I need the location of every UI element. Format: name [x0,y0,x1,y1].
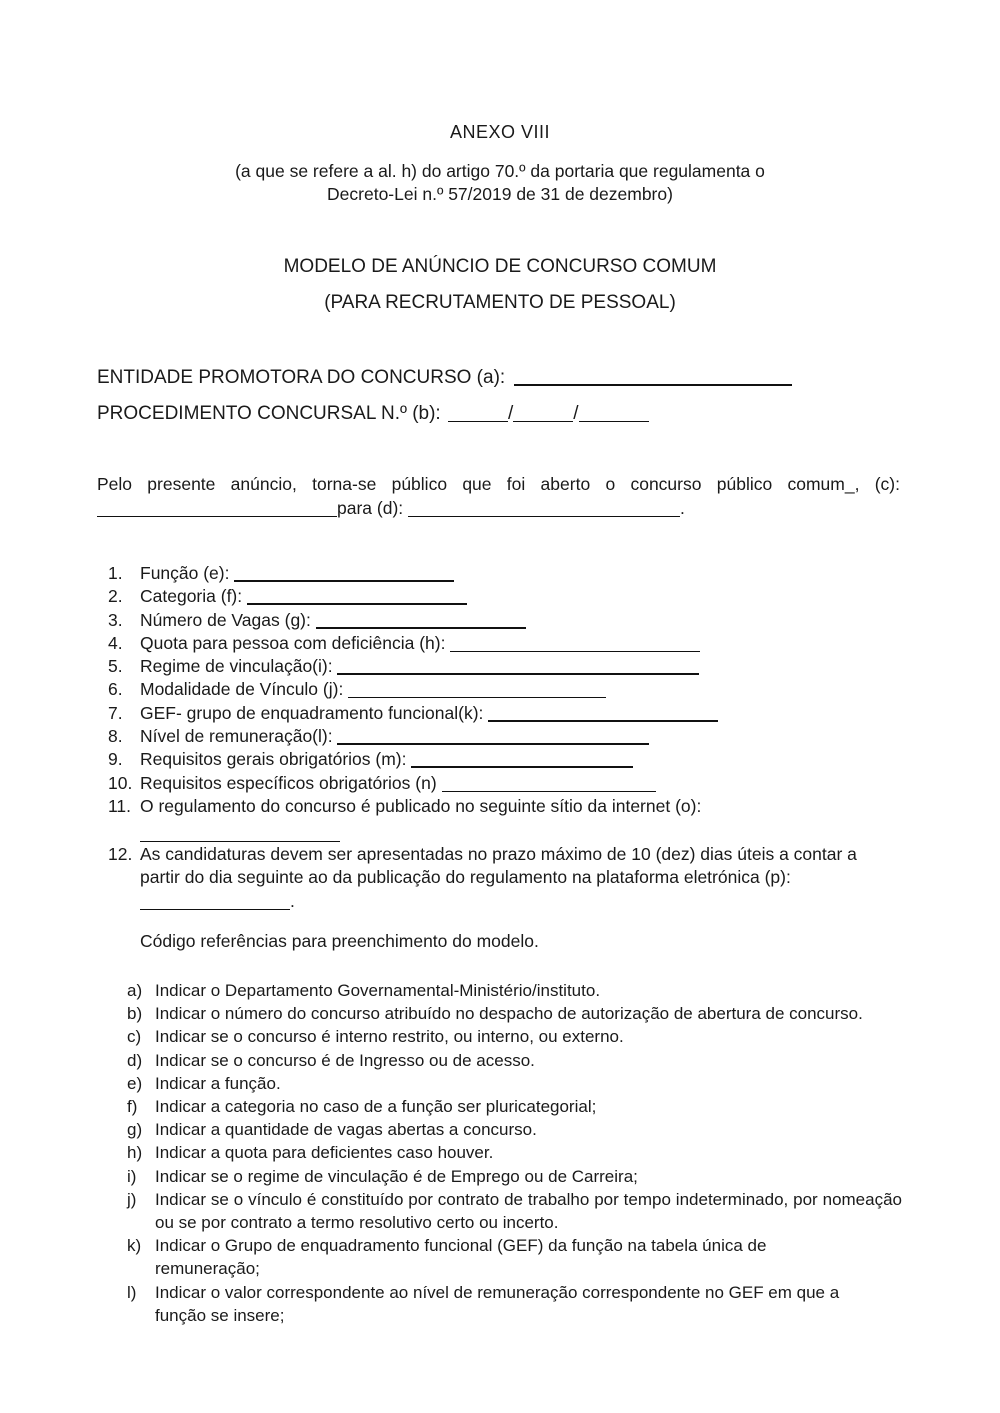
procedure-separator-2: / [573,403,579,424]
list-item: 8. Nível de remuneração(l): [108,725,908,748]
annex-title: ANEXO VIII [449,122,551,142]
list-item: 4. Quota para pessoa com deficiência (h): [108,632,908,655]
entity-field [97,366,792,389]
item-blank[interactable] [337,655,699,675]
item-blank[interactable] [488,702,718,722]
list-item: 5. Regime de vinculação(i): [108,655,908,678]
procedure-blank-2[interactable] [513,403,573,422]
list-item: 2. Categoria (f): [108,585,908,608]
procedure-field [97,403,649,425]
list-item: 12. As candidaturas devem ser apresentadas no prazo máximo de 10 (dez) dias úteis a contar a partir do dia seguinte ao da publicação do regulamento na plataforma eletrónica (p): . [108,843,857,911]
procedure-blank-1[interactable] [448,403,508,422]
intro-blank-c[interactable] [97,498,337,517]
item-blank[interactable] [348,679,606,698]
list-item: 9. Requisitos gerais obrigatórios (m): [108,748,908,771]
list-item: e) Indicar a função. [127,1073,281,1093]
list-item: 10. Requisitos específicos obrigatórios (n) [108,772,908,795]
item-blank[interactable] [411,748,633,768]
list-item: 11. O regulamento do concurso é publicado no seguinte sítio da internet (o): [108,795,908,841]
item-blank[interactable] [442,773,656,792]
intro-line-2 [97,496,900,520]
list-item: 1. Função (e): [108,562,908,585]
list-item: a) Indicar o Departamento Governamental-Ministério/instituto. [127,981,601,1000]
intro-blank-d[interactable] [408,498,680,517]
announcement-items [108,562,908,913]
intro-mid: para (d): [337,498,404,518]
list-item: 6. Modalidade de Vínculo (j): [108,678,908,701]
procedure-blank-3[interactable] [579,403,649,422]
list-item: c) Indicar se o concurso é interno restrito, ou interno, ou externo. [127,1027,624,1047]
list-item: b) Indicar o número do concurso atribuído no despacho de autorização de abertura de concurso. [127,1004,863,1024]
procedure-label: PROCEDIMENTO CONCURSAL N.º (b): [97,403,441,424]
list-item: 7. GEF- grupo de enquadramento funcional(k): [108,702,908,725]
entity-blank[interactable] [514,366,792,386]
annex-subtitle [0,160,1000,206]
subtitle-line-1: (a que se refere a al. h) do artigo 70.º da portaria que regulamenta o [235,161,765,181]
intro-line-1: Pelo presente anúncio, torna-se público que foi aberto o concurso público comum_, (c): [97,474,900,494]
codes-title: Código referências para preenchimento do modelo. [140,931,539,951]
item-blank[interactable] [140,891,290,910]
reference-codes [127,979,902,1327]
list-item: k) Indicar o Grupo de enquadramento funcional (GEF) da função na tabela única de remuneração; [127,1236,767,1279]
item-blank[interactable] [140,823,340,842]
list-item: f) Indicar a categoria no caso de a função ser pluricategorial; [127,1097,597,1117]
model-subtitle: (PARA RECRUTAMENTO DE PESSOAL) [324,292,676,313]
list-item: j) Indicar se o vínculo é constituído por contrato de trabalho por tempo indeterminado, por nomeação ou se por contrato a termo resolutivo certo ou incerto. [127,1189,902,1233]
item-blank[interactable] [450,633,700,652]
list-item: 3. Número de Vagas (g): [108,609,908,632]
item-blank[interactable] [316,609,526,629]
list-item: d) Indicar se o concurso é de Ingresso ou de acesso. [127,1050,535,1070]
model-title: MODELO DE ANÚNCIO DE CONCURSO COMUM [283,256,717,277]
list-item: g) Indicar a quantidade de vagas abertas a concurso. [127,1120,537,1140]
procedure-separator-1: / [507,403,514,424]
subtitle-line-2: Decreto-Lei n.º 57/2019 de 31 de dezembro) [327,184,673,204]
intro-end: . [680,498,685,518]
intro-paragraph [97,472,900,520]
entity-label: ENTIDADE PROMOTORA DO CONCURSO (a): [97,367,506,388]
item-blank[interactable] [337,725,649,745]
item-blank[interactable] [234,562,454,582]
list-item: h) Indicar a quota para deficientes caso houver. [127,1143,494,1163]
item-blank[interactable] [247,585,467,605]
list-item: i) Indicar se o regime de vinculação é de Emprego ou de Carreira; [127,1166,638,1186]
list-item: l) Indicar o valor correspondente ao nível de remuneração correspondente no GEF em que a função se insere; [127,1282,840,1325]
